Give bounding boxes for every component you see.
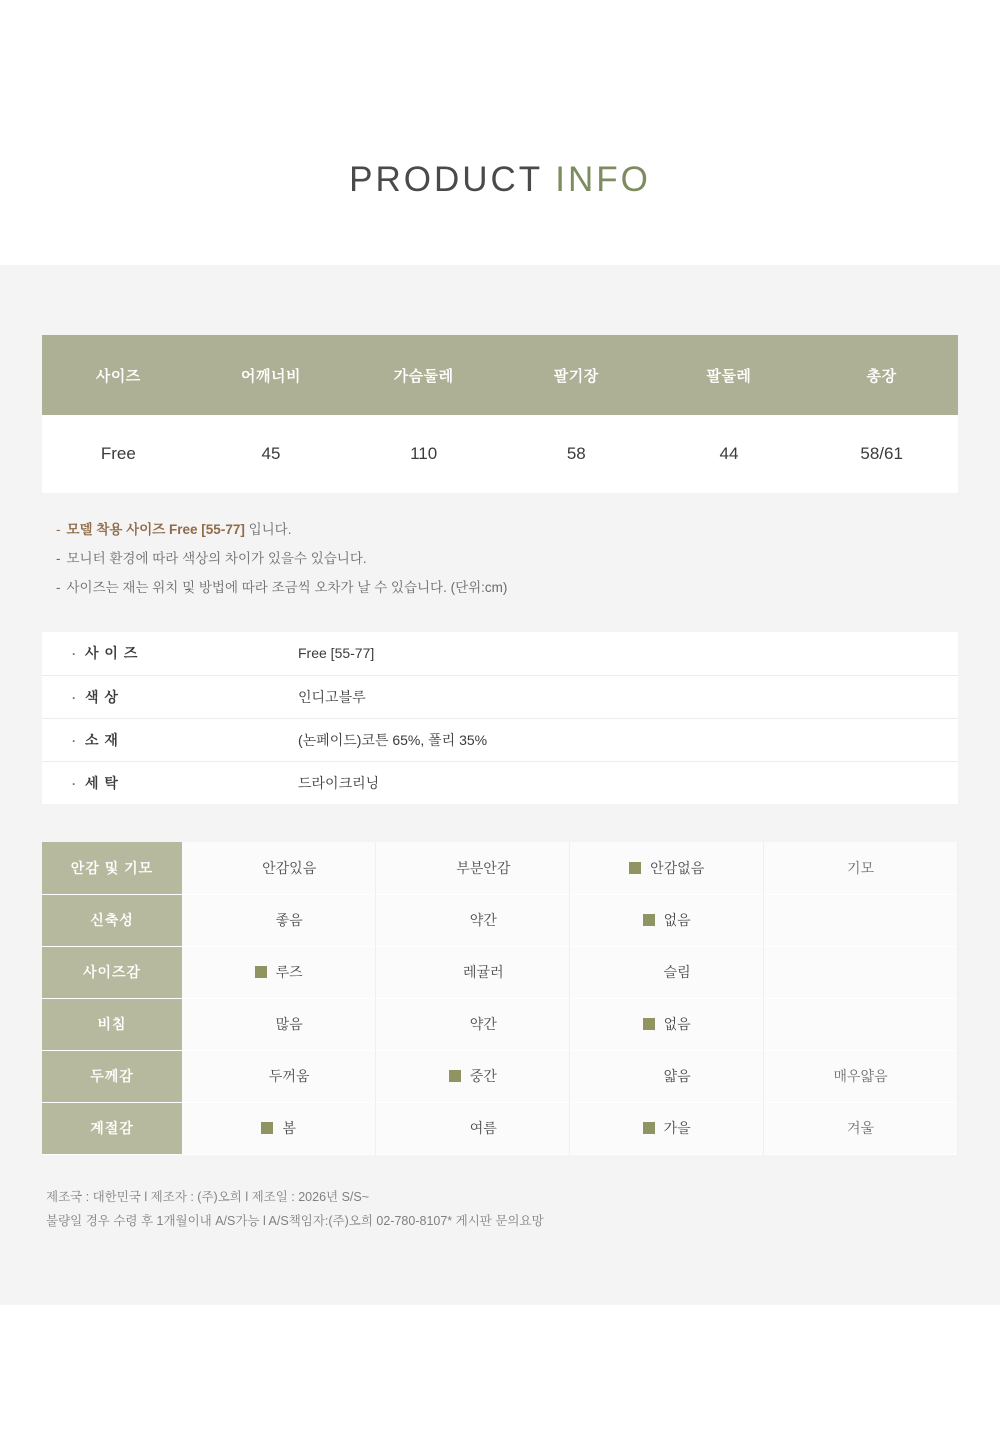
spec-list-table (42, 632, 958, 804)
attribute-table-body (42, 842, 958, 1154)
bullet-icon: · (72, 647, 77, 662)
attr-label: 비침 (42, 998, 182, 1050)
selected-mark-icon (255, 966, 267, 978)
attr-option-label: 좋음 (275, 912, 303, 928)
attr-option-label: 얇음 (663, 1068, 691, 1084)
selected-mark-icon (449, 1122, 461, 1134)
size-table-col-5: 총장 (805, 335, 958, 415)
attr-option (764, 1050, 958, 1102)
size-table-col-2: 가슴둘레 (347, 335, 500, 415)
footer-info (42, 1185, 958, 1233)
note-text: 사이즈는 재는 위치 및 방법에 따라 조금씩 오차가 날 수 있습니다. (단위:cm) (66, 580, 508, 595)
spec-label (42, 632, 297, 675)
attr-option-label: 매우얇음 (833, 1068, 888, 1084)
size-cell-0-5: 58/61 (805, 415, 958, 493)
attribute-matrix-table (42, 842, 958, 1155)
attr-option-label: 가을 (663, 1120, 691, 1136)
note-item (56, 544, 958, 573)
attr-option-label: 겨울 (847, 1120, 875, 1136)
table-row (42, 842, 958, 894)
attr-option (764, 842, 958, 894)
size-table-col-1: 어깨너비 (195, 335, 348, 415)
attr-option-selected (570, 998, 764, 1050)
note-dash: - (56, 522, 61, 537)
selected-mark-icon (643, 966, 655, 978)
footer-line-1: 제조국 : 대한민국 l 제조자 : (주)오희 l 제조일 : 2026년 S/S~ (46, 1189, 370, 1204)
attr-option-label: 봄 (282, 1120, 296, 1136)
table-row (42, 415, 958, 493)
bullet-icon: · (72, 733, 77, 748)
size-table-body (42, 415, 958, 493)
attr-option-label: 슬림 (663, 964, 691, 980)
page-title (0, 0, 1000, 200)
selected-mark-icon (449, 914, 461, 926)
size-cell-0-0: Free (42, 415, 195, 493)
footer-line-2: 불량일 경우 수령 후 1개월이내 A/S가능 l A/S책임자:(주)오희 02-780-8107* 게시판 문의요망 (46, 1213, 544, 1228)
spec-value: (논페이드)코튼 65%, 폴리 35% (298, 731, 488, 748)
attr-option-label: 레귤러 (463, 964, 504, 980)
attr-option-label: 안감있음 (262, 859, 317, 876)
selected-mark-icon (629, 862, 641, 874)
note-item (56, 573, 958, 602)
size-measurement-table (42, 335, 958, 493)
selected-mark-icon (435, 862, 447, 874)
attr-label: 안감 및 기모 (42, 842, 182, 894)
attr-option (182, 842, 376, 894)
selected-mark-icon (261, 1122, 273, 1134)
spec-label (42, 718, 297, 761)
table-row (42, 1102, 958, 1154)
selected-mark-icon (449, 1018, 461, 1030)
attr-option (376, 842, 570, 894)
attr-option-label: 약간 (469, 912, 497, 928)
selected-mark-icon (449, 1070, 461, 1082)
page-title-accent: INFO (555, 160, 651, 199)
attr-option (764, 998, 958, 1050)
list-item (42, 718, 958, 761)
attr-option-label: 기모 (847, 859, 875, 876)
size-cell-0-3: 58 (500, 415, 653, 493)
note-tail: 입니다. (244, 522, 292, 537)
attr-option (376, 946, 570, 998)
attr-option (570, 1050, 764, 1102)
table-row (42, 946, 958, 998)
table-header-row (42, 335, 958, 415)
table-row (42, 998, 958, 1050)
attr-option (182, 894, 376, 946)
table-row (42, 894, 958, 946)
notes-list (42, 515, 958, 602)
spec-label (42, 761, 297, 804)
selected-mark-icon (255, 1018, 267, 1030)
attr-option (376, 998, 570, 1050)
attr-option-label: 안감없음 (650, 859, 705, 876)
info-panel-inner (42, 265, 958, 1233)
note-text: 모니터 환경에 따라 색상의 차이가 있을수 있습니다. (66, 551, 367, 566)
spec-table-body (42, 632, 958, 804)
attr-option-selected (570, 1102, 764, 1154)
attr-label: 사이즈감 (42, 946, 182, 998)
selected-mark-icon (241, 862, 253, 874)
attr-option-label: 약간 (469, 1016, 497, 1032)
attr-option-selected (182, 1102, 376, 1154)
attr-option (764, 946, 958, 998)
attr-option-label: 두꺼움 (268, 1068, 310, 1084)
attr-option-label: 많음 (275, 1016, 303, 1032)
list-item (42, 675, 958, 718)
size-table-col-3: 팔기장 (500, 335, 653, 415)
attr-option-selected (182, 946, 376, 998)
attr-option (764, 1102, 958, 1154)
attr-option (764, 894, 958, 946)
selected-mark-icon (643, 1018, 655, 1030)
note-item (56, 515, 958, 544)
bullet-icon: · (72, 776, 77, 791)
size-cell-0-2: 110 (347, 415, 500, 493)
attr-option-selected (570, 894, 764, 946)
attr-label: 두께감 (42, 1050, 182, 1102)
spec-value: 드라이크리닝 (298, 774, 380, 791)
size-table-header (42, 335, 958, 415)
list-item (42, 632, 958, 675)
size-cell-0-4: 44 (653, 415, 806, 493)
attr-option-label: 없음 (663, 1016, 691, 1032)
note-highlight: 모델 착용 사이즈 Free [55-77] (66, 522, 245, 537)
selected-mark-icon (255, 914, 267, 926)
bullet-icon: · (72, 690, 77, 705)
attr-option-label: 중간 (469, 1068, 497, 1084)
attr-label: 계절감 (42, 1102, 182, 1154)
attr-option (376, 894, 570, 946)
table-row (42, 1050, 958, 1102)
spec-label (42, 675, 297, 718)
spec-label-text: 색 상 (85, 688, 119, 705)
attr-option-label: 루즈 (275, 964, 303, 980)
attr-option (182, 1050, 376, 1102)
attr-option (376, 1102, 570, 1154)
attr-option-selected (376, 1050, 570, 1102)
attr-option (182, 998, 376, 1050)
size-table-col-0: 사이즈 (42, 335, 195, 415)
selected-mark-icon (643, 914, 655, 926)
page-title-main: PRODUCT (349, 160, 556, 199)
note-dash: - (56, 580, 61, 595)
attr-label: 신축성 (42, 894, 182, 946)
selected-mark-icon (643, 1070, 655, 1082)
spec-value: 인디고블루 (298, 688, 366, 705)
spec-label-text: 소 재 (85, 731, 119, 748)
note-dash: - (56, 551, 61, 566)
info-panel (0, 265, 1000, 1305)
attr-option-label: 여름 (469, 1120, 497, 1136)
size-table-col-4: 팔둘레 (653, 335, 806, 415)
spec-label-text: 사 이 즈 (85, 645, 139, 662)
attr-option-selected (570, 842, 764, 894)
attr-option-label: 없음 (663, 912, 691, 928)
attr-option (570, 946, 764, 998)
spec-value: Free [55-77] (298, 645, 375, 662)
attr-option-label: 부분안감 (456, 859, 511, 876)
selected-mark-icon (643, 1122, 655, 1134)
size-cell-0-1: 45 (195, 415, 348, 493)
selected-mark-icon (248, 1070, 260, 1082)
spec-label-text: 세 탁 (85, 774, 119, 791)
selected-mark-icon (442, 966, 454, 978)
list-item (42, 761, 958, 804)
